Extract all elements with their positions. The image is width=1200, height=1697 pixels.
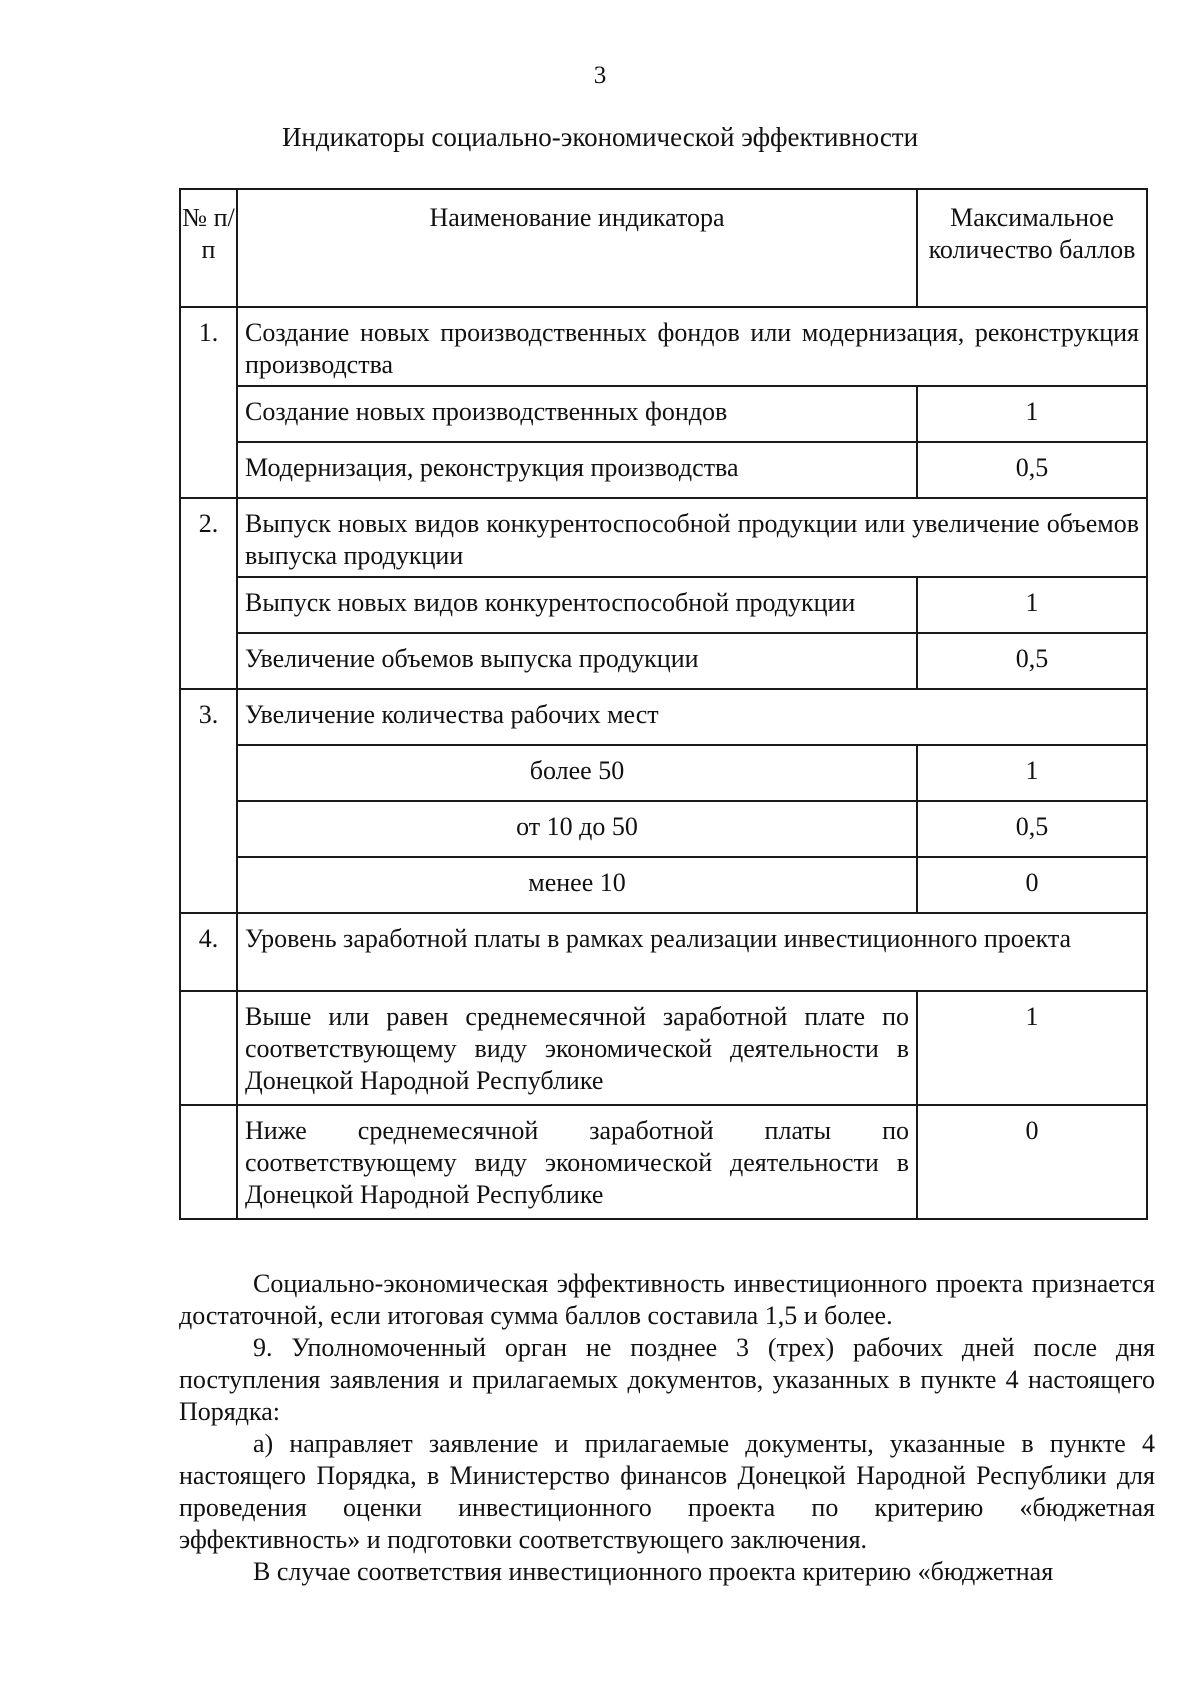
group-title: Увеличение количества рабочих мест: [237, 689, 1147, 745]
table-row: [180, 1105, 1147, 1219]
empty-num-cell: [180, 633, 237, 689]
table-row: [180, 745, 1147, 801]
table-row: [180, 386, 1147, 442]
empty-num-cell: [180, 745, 237, 801]
paragraph: а) направляет заявление и прилагаемые документы, указанные в пункте 4 настоящего Порядка, в Министерство финансов Донецкой Народной Республики для проведения оценки инвестиционного проекта по критерию «бюджетная эффективность» и подготовки соответствующего заключения.: [179, 1429, 1155, 1554]
group-number: 4.: [180, 913, 237, 991]
row-points: 0: [917, 1105, 1147, 1219]
row-label: более 50: [237, 745, 917, 801]
table-row: [180, 577, 1147, 633]
empty-num-cell: [180, 577, 237, 633]
paragraph: 9. Уполномоченный орган не позднее 3 (трех) рабочих дней после дня поступления заявления и прилагаемых документов, указанных в пункте 4 настоящего Порядка:: [179, 1333, 1155, 1426]
row-points: 1: [917, 991, 1147, 1105]
empty-num-cell: [180, 1105, 237, 1219]
group-title-row: [180, 689, 1147, 745]
group-number: 2.: [180, 498, 237, 577]
table-row: [180, 442, 1147, 498]
row-label: Создание новых производственных фондов: [237, 386, 917, 442]
row-label: Ниже среднемесячной заработной платы по соответствующему виду экономической деятельности в Донецкой Народной Республике: [237, 1105, 917, 1219]
row-points: 0,5: [917, 801, 1147, 857]
empty-num-cell: [180, 801, 237, 857]
header-points: Максимальное количество баллов: [917, 189, 1147, 307]
row-points: 0: [917, 857, 1147, 913]
group-number: 1.: [180, 307, 237, 386]
row-points: 0,5: [917, 633, 1147, 689]
table-row: [180, 857, 1147, 913]
empty-num-cell: [180, 442, 237, 498]
row-points: 1: [917, 386, 1147, 442]
empty-num-cell: [180, 857, 237, 913]
row-label: Выше или равен среднемесячной заработной плате по соответствующему виду экономической деятельности в Донецкой Народной Республике: [237, 991, 917, 1105]
table-row: [180, 991, 1147, 1105]
row-label: Увеличение объемов выпуска продукции: [237, 633, 917, 689]
row-points: 1: [917, 577, 1147, 633]
row-label: менее 10: [237, 857, 917, 913]
group-number: 3.: [180, 689, 237, 745]
group-title-row: [180, 498, 1147, 577]
header-name: Наименование индикатора: [237, 189, 917, 307]
document-title: Индикаторы социально-экономической эффективности: [281, 122, 919, 152]
body-text: [179, 1268, 1155, 1588]
group-title: Уровень заработной платы в рамках реализации инвестиционного проекта: [237, 913, 1147, 991]
row-points: 0,5: [917, 442, 1147, 498]
row-label: Модернизация, реконструкция производства: [237, 442, 917, 498]
indicators-table: [179, 188, 1148, 1220]
paragraph: Социально-экономическая эффективность инвестиционного проекта признается достаточной, если итоговая сумма баллов составила 1,5 и более.: [179, 1269, 1155, 1330]
row-points: 1: [917, 745, 1147, 801]
group-title: Создание новых производственных фондов или модернизация, реконструкция производства: [237, 307, 1147, 386]
empty-num-cell: [180, 386, 237, 442]
group-title-row: [180, 913, 1147, 991]
paragraph: В случае соответствия инвестиционного проекта критерию «бюджетная: [253, 1557, 1054, 1586]
page-number: 3: [593, 62, 607, 89]
empty-num-cell: [180, 991, 237, 1105]
row-label: от 10 до 50: [237, 801, 917, 857]
row-label: Выпуск новых видов конкурентоспособной продукции: [237, 577, 917, 633]
group-title-row: [180, 307, 1147, 386]
table-header-row: [180, 189, 1147, 307]
table-row: [180, 801, 1147, 857]
group-title: Выпуск новых видов конкурентоспособной продукции или увеличение объемов выпуска продукции: [237, 498, 1147, 577]
header-num: № п/п: [180, 189, 237, 307]
table-row: [180, 633, 1147, 689]
